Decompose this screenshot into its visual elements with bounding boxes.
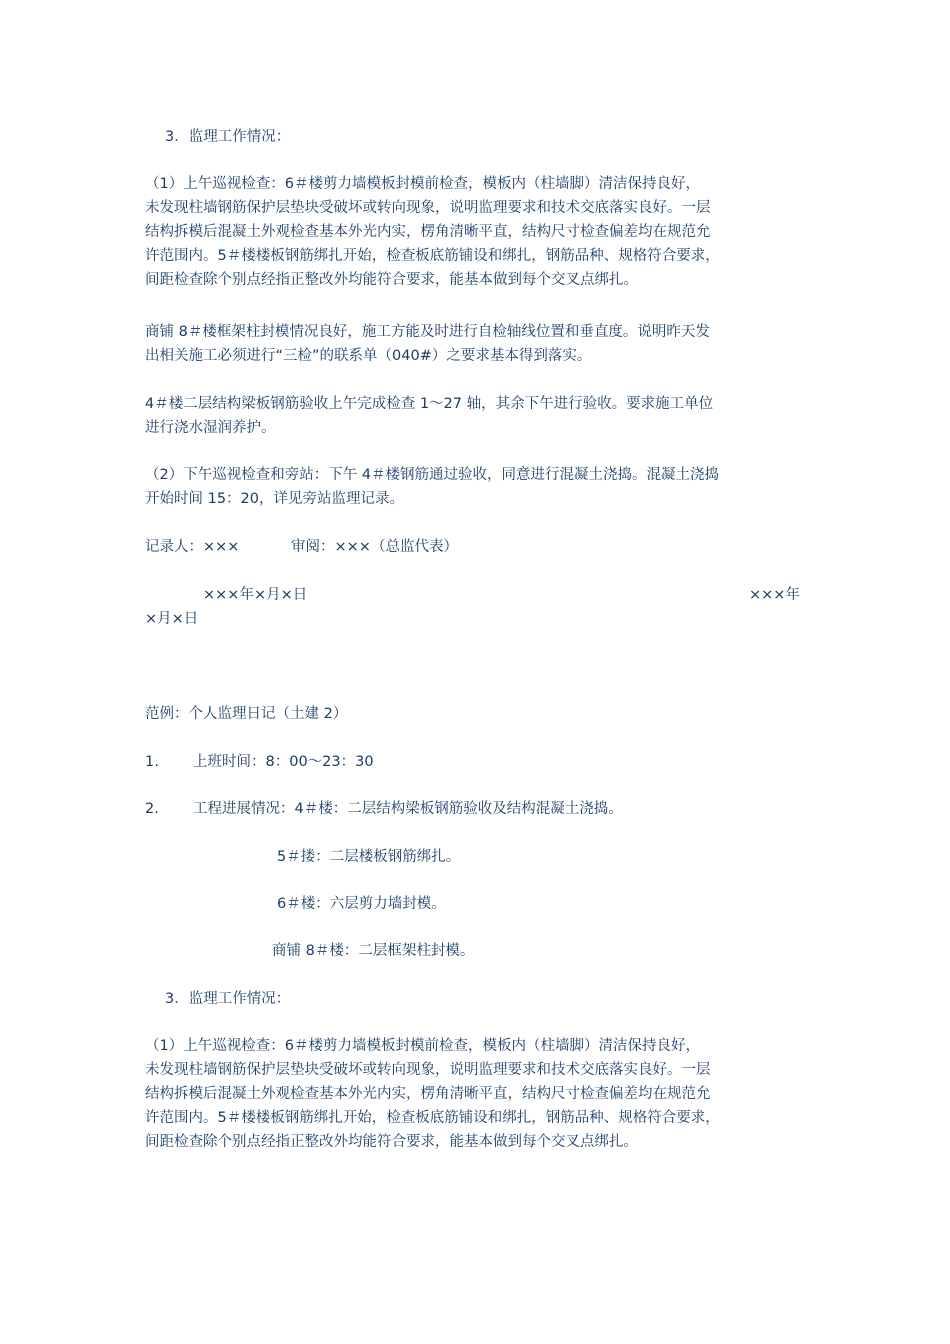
section-heading-2: 3．监理工作情况： [165,991,291,1007]
text-line: 结构拆模后混凝土外观检查基本外光内实，楞角清晰平直，结构尺寸检查偏差均在规范允 [145,224,711,240]
example-title: 范例：个人监理日记（土建 2） [145,706,348,722]
shop-building-paragraph [145,320,810,368]
text-line: （1）上午巡视检查：6＃楼剪力墙模板封模前检查，模板内（柱墙脚）清洁保持良好， [145,176,700,192]
item-2-progress: 工程进展情况：4＃楼：二层结构梁板钢筋验收及结构混凝土浇捣。 [193,801,623,817]
morning-inspection-paragraph-2 [145,1034,810,1154]
text-line: 进行浇水湿润养护。 [145,420,276,436]
progress-building-6: 6＃楼：六层剪力墙封模。 [277,896,446,912]
text-line: 结构拆模后混凝土外观检查基本外光内实，楞角清晰平直，结构尺寸检查偏差均在规范允 [145,1086,711,1102]
text-line: 商铺 8＃楼框架柱封模情况良好，施工方能及时进行自检轴线位置和垂直度。说明昨天发 [145,324,710,340]
text-line: （2）下午巡视检查和旁站：下午 4＃楼钢筋通过验收，同意进行混凝土浇捣。混凝土浇捣 [145,467,720,483]
text-line: 间距检查除个别点经指正整改外均能符合要求，能基本做到每个交叉点绑扎。 [145,272,638,288]
text-line: 未发现柱墙钢筋保护层垫块受破坏或转向现象，说明监理要求和技术交底落实良好。一层 [145,200,711,216]
text-line: 许范围内。5＃楼楼板钢筋绑扎开始，检查板底筋铺设和绑扎，钢筋品种、规格符合要求， [145,1110,720,1126]
text-line: 间距检查除个别点经指正整改外均能符合要求，能基本做到每个交叉点绑扎。 [145,1134,638,1150]
morning-inspection-paragraph-1 [145,172,810,292]
item-2-number: 2. [145,801,159,817]
text-line: 开始时间 15：20，详见旁站监理记录。 [145,491,405,507]
text-line: 4＃楼二层结构梁板钢筋验收上午完成检查 1～27 轴，其余下午进行验收。要求施工单位 [145,396,714,412]
text-line: 许范围内。5＃楼楼板钢筋绑扎开始，检查板底筋铺设和绑扎，钢筋品种、规格符合要求， [145,248,720,264]
date-right-year: ×××年 [749,587,800,603]
text-line: （1）上午巡视检查：6＃楼剪力墙模板封模前检查，模板内（柱墙脚）清洁保持良好， [145,1038,700,1054]
date-left: ×××年×月×日 [203,587,308,603]
item-1-work-hours: 上班时间：8：00～23：30 [193,754,374,770]
progress-building-5: 5＃搂：二层楼板钢筋绑扎。 [277,849,461,865]
section-heading-1: 3．监理工作情况： [165,129,291,145]
afternoon-inspection-paragraph [145,463,810,511]
recorder-label: 记录人：××× [145,539,240,555]
reviewer-label: 审阅：×××（总监代表） [291,539,458,555]
item-1-number: 1. [145,754,159,770]
text-line: 未发现柱墙钢筋保护层垫块受破坏或转向现象，说明监理要求和技术交底落实良好。一层 [145,1062,711,1078]
text-line: 出相关施工必须进行“三检”的联系单（040#）之要求基本得到落实。 [145,348,592,364]
date-right-rest: ×月×日 [145,611,199,627]
progress-shop-8: 商铺 8＃楼：二层框架柱封模。 [272,943,475,959]
building4-paragraph [145,392,810,440]
